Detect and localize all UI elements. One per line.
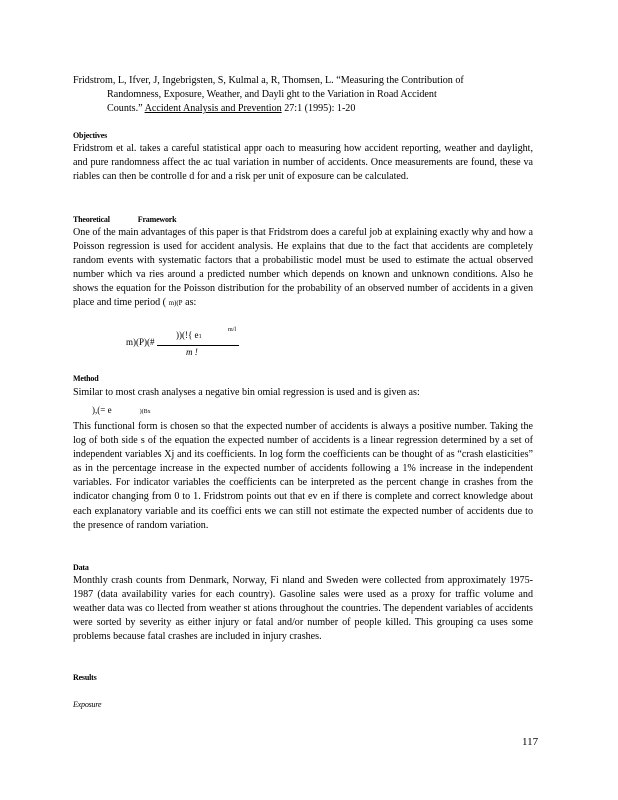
eq-superscript: 1 bbox=[198, 334, 202, 340]
nb-equation bbox=[92, 405, 151, 415]
page-number: 117 bbox=[522, 736, 539, 748]
theoretical-body bbox=[73, 226, 533, 311]
citation-volume: 27:1 (1995): 1-20 bbox=[281, 103, 356, 115]
citation-line-2: Randomness, Exposure, Weather, and Dayli ght to the Variation in Road Accident bbox=[107, 89, 437, 101]
poisson-equation-lhs: m)(P)(# bbox=[126, 337, 155, 347]
method-heading: Method bbox=[73, 374, 99, 383]
eq-exponent: m/l bbox=[228, 327, 237, 333]
data-heading: Data bbox=[73, 563, 89, 572]
citation bbox=[73, 74, 533, 116]
nb-exponent: )(B bbox=[139, 409, 148, 415]
theoretical-text: One of the main advantages of this paper is that Fridstrom does a careful job at explaining exactly why and how a Poisson regression is used for accident analysis. He explains that due to the fact that accidents are completely random events with systematic factors that a probabilistic model must be used to estimate the actual observed number which va ries around a predicted number which depends on known and unknown conditions. Also he shows the equation for the Poisson distribution for the probability of an observed number of accidents in a given place and time period ( bbox=[73, 227, 533, 309]
inline-equation: m)(P bbox=[168, 299, 183, 308]
theoretical-tail: as: bbox=[185, 297, 197, 309]
fraction-bar bbox=[157, 345, 239, 346]
method-body: This functional form is chosen so that the expected number of accidents is always a positive number. Taking the log of both side s of the equation the expected number of accidents is a linear regression determined by a set of independent variables Xj and its coefficients. In log form the coefficients can be thought of as “crash elasticities” as in the percentage increase in the expected number of accidents following a 1% increase in the independent variables. For indicator variables the coefficients can be interpreted as the percent change in crashes from the indicator changing from 0 to 1. Fridstrom points out that ev en if there is complete and correct knowledge about each explanatory variable and its coeffici ents we can still not estimate the expected number of accidents due to the presence of random variation. bbox=[73, 421, 533, 531]
data-body: Monthly crash counts from Denmark, Norway, Fi nland and Sweden were collected from approximately 1975-1987 (data availability varies for each country). Gasoline sales were used as a proxy for traffic volume and weather data was co llected from weather st ations throughout the countries. The dependent variables of accidents were sorted by severity as either injury or fatal and/or number of people killed. This grouping ca uses some problems because fatal crashes are included in injury crashes. bbox=[73, 575, 533, 643]
nb-exponent-x: x bbox=[147, 409, 151, 415]
journal-title: Accident Analysis and Prevention bbox=[144, 103, 282, 115]
poisson-equation-numerator bbox=[176, 330, 202, 340]
heading-word-framework: Framework bbox=[137, 215, 177, 224]
results-heading: Results bbox=[73, 673, 97, 682]
nb-equation-text: ),(= e bbox=[92, 405, 112, 415]
method-intro: Similar to most crash analyses a negative bin omial regression is used and is given as: bbox=[73, 387, 420, 398]
poisson-equation-denominator: m ! bbox=[186, 347, 198, 357]
citation-line-1: Fridstrom, L, Ifver, J, Ingebrigsten, S, Kulmal a, R, Thomsen, L. “Measuring the Contribution of bbox=[73, 75, 464, 86]
objectives-body: Fridstrom et al. takes a careful statistical appr oach to measuring how accident reporting, weather and daylight, and pure randomness affect the ac tual variation in number of accidents. Once measurements are found, these va riables can then be controlle d for and a risk per unit of exposure can be calculated. bbox=[73, 143, 533, 183]
heading-word-theoretical: Theoretical bbox=[73, 215, 110, 224]
citation-counts: Counts.” bbox=[107, 103, 143, 115]
citation-line-3 bbox=[73, 102, 533, 116]
exposure-subheading: Exposure bbox=[73, 700, 102, 709]
objectives-heading: Objectives bbox=[73, 131, 107, 140]
theoretical-framework-heading bbox=[73, 215, 176, 224]
eq-numerator-text: ))(!{ e bbox=[176, 330, 199, 340]
